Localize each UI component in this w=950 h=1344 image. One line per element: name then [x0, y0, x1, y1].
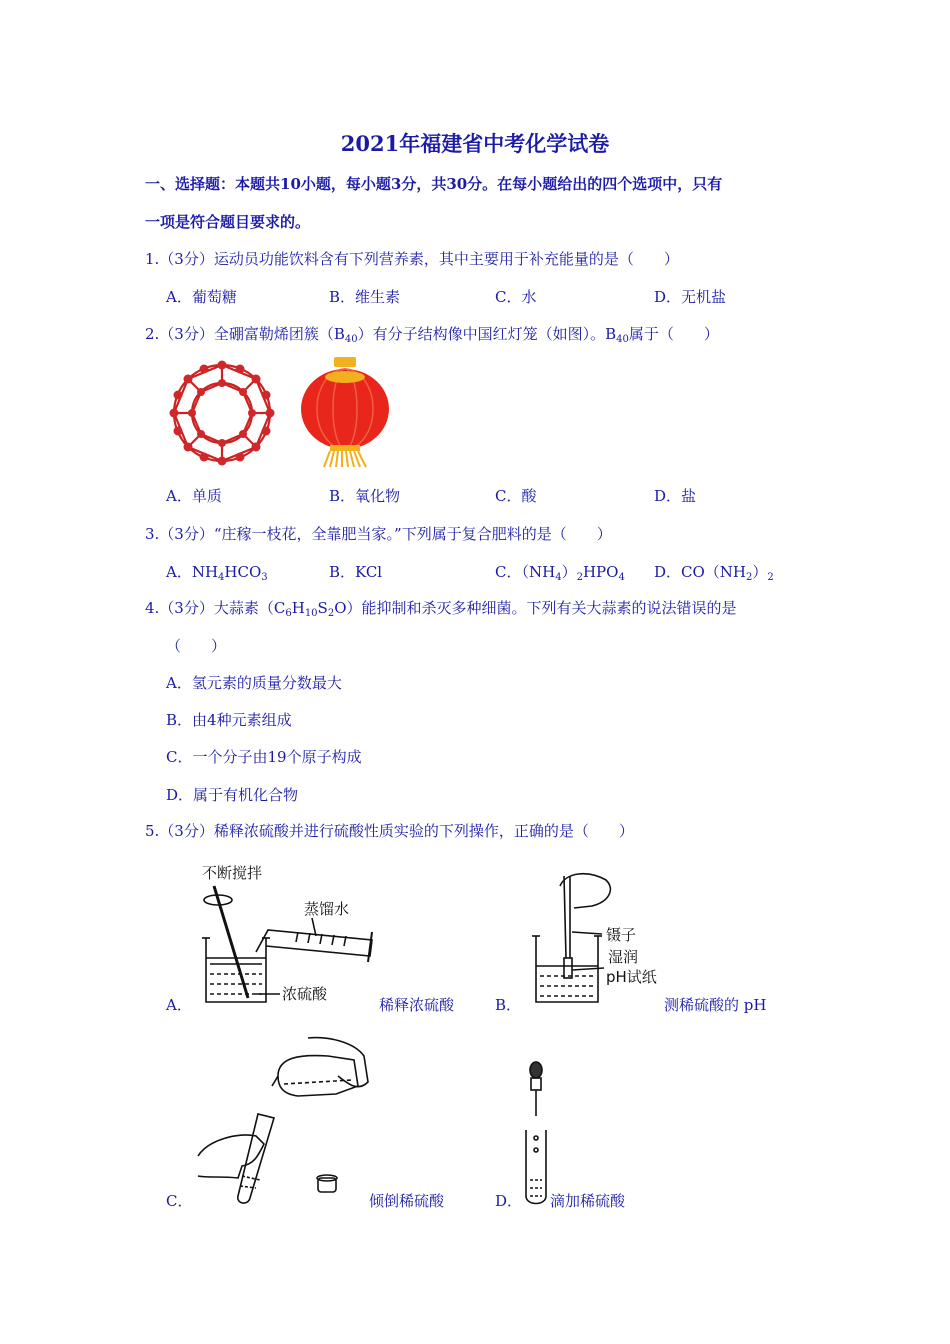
q5-option-a-caption: 稀释浓硫酸 [379, 996, 455, 1014]
q1-option-d: D．无机盐 [654, 288, 727, 306]
page-title: 2021年福建省中考化学试卷 [340, 131, 610, 156]
water-label: 蒸馏水 [304, 900, 350, 918]
tweezers-label: 镊子 [606, 926, 637, 944]
q5-option-c-caption: 倾倒稀硫酸 [369, 1192, 445, 1210]
q2-option-a: A．单质 [166, 487, 222, 505]
q5-option-d-caption: 滴加稀硫酸 [550, 1192, 626, 1210]
q4-option-b: B．由4种元素组成 [166, 711, 292, 729]
q4-stem: 4.（3分）大蒜素$(C_6H_{10}S_2O)$能抑制和杀灭多种细菌。下列有关大蒜素的说法错误的是 [145, 599, 737, 619]
red-lantern-figure [300, 357, 390, 469]
q3-option-d: D．$CO(NH_2)_2$ [654, 563, 774, 583]
q1-stem: 1.（3分）运动员功能饮料含有下列营养素，其中主要用于补充能量的是（ ） [145, 250, 679, 268]
q5-option-c-letter: C． [166, 1192, 193, 1210]
q4-option-c: C．一个分子由19个原子构成 [166, 748, 362, 766]
ph-paper-label: pH试纸 [606, 968, 657, 986]
section-heading-line1: 一、选择题：本题共10小题，每小题3分，共30分。在每小题给出的四个选项中，只有 [145, 175, 723, 193]
q2-stem: 2.（3分）全硼富勒烯团簇$(B_{40})$有分子结构像中国红灯笼（如图）。$B_{40}$属于（ ） [145, 325, 719, 345]
q1-option-b: B．维生素 [329, 288, 401, 306]
q5-stem: 5.（3分）稀释浓硫酸并进行硫酸性质实验的下列操作，正确的是（ ） [145, 822, 634, 840]
q5-option-d-letter: D． [495, 1192, 523, 1210]
wet-label: 湿润 [608, 948, 639, 966]
stir-label: 不断搅拌 [202, 864, 263, 882]
figure-b-ph-test [526, 866, 666, 1006]
q3-option-a: A．$NH_4HCO_3$ [166, 563, 268, 583]
q3-option-b: B．KCl [329, 563, 383, 581]
q4-stem-blank: （ ） [166, 637, 227, 655]
q5-option-a-letter: A． [166, 996, 192, 1014]
q2-option-b: B．氧化物 [329, 487, 401, 505]
q4-option-d: D．属于有机化合物 [166, 786, 299, 804]
figure-c-pouring [198, 1036, 368, 1206]
q1-option-a: A．葡萄糖 [166, 288, 237, 306]
acid-label: 浓硫酸 [282, 985, 328, 1003]
q2-option-c: C．酸 [495, 487, 537, 505]
boron-cluster-figure [166, 357, 278, 469]
q3-stem: 3.（3分）“庄稼一枝花，全靠肥当家。”下列属于复合肥料的是（ ） [145, 525, 612, 543]
q4-option-a: A．氢元素的质量分数最大 [166, 674, 342, 692]
figure-a-dilution [196, 858, 386, 1008]
q5-option-b-caption: 测稀硫酸的 pH [664, 996, 767, 1014]
figure-d-dropping [522, 1060, 552, 1210]
q5-option-b-letter: B． [495, 996, 522, 1014]
q3-option-c: C．$(NH_4)_2HPO_4$ [495, 563, 625, 583]
q2-option-d: D．盐 [654, 487, 697, 505]
q1-option-c: C．水 [495, 288, 537, 306]
section-heading-line2: 一项是符合题目要求的。 [145, 213, 311, 231]
